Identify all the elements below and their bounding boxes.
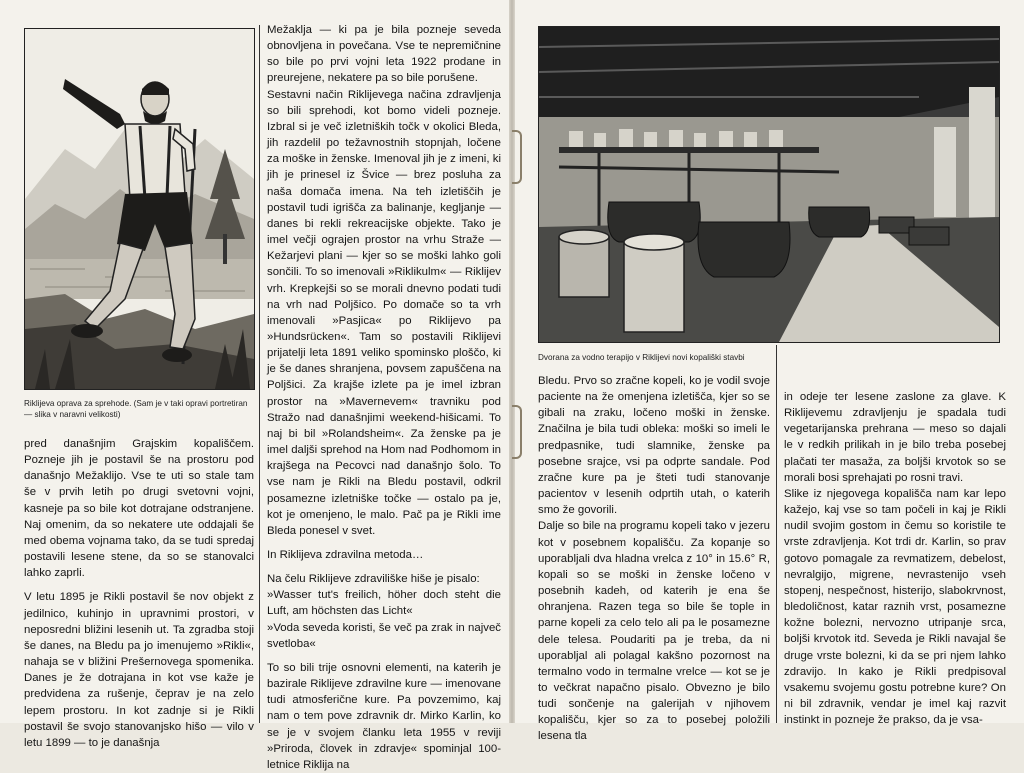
paragraph: Na čelu Riklijeve zdraviliške hiše je pisalo: [267, 573, 480, 586]
quote-slovene: »Voda seveda koristi, še več pa zrak in največ svetloba« [267, 621, 501, 650]
left-photo-caption: Riklijeva oprava za sprehode. (Sam je v taki opravi portretiran — slika v naravni velikosti) [24, 399, 248, 419]
paragraph: Sestavni način Riklijevega načina zdravljenja so bili sprehodi, kot bomo videli pozneje. Izbral si je več izletniških točk v okolici Bleda, jih razdelil po težavnostnih stopnjah, ločene za moške in ženske. Imenoval jih je z imeni, ki jih je prinesel iz Švice — brez posluha za naša domača imena. Na teh izletiščih je postavil tudi igrišča za balinanje, kegljanje — danes bi rekli rekreacijske objekte. Tako je imel večji ograjen prostor na vrhu Straže — Kežarjevi plani — kjer so se moški lahko goli sončili. To so imenovali »Riklikulm« — Riklijev vrh. Krepkejši so se morali dnevno podati tudi na vrh nad Poljšico. Po domače so ta vrh imenovali »Pasjica« po Riklijevo pa »Hundsrücken«. Tam so postavili Riklijevi prijatelji leta 1891 veliko spominsko ploščo, ki je še danes shranjena, povsem zapuščena na Poljšici. Za krajše izlete pa je imel izbran prostor na »Mavernevem« travniku pod Stražo nad današnjimi weekend-hišicami. To naj bi bil »Rolandsheim«. Za ženske pa je imel daljši sprehod na Hom nad Podhomom in krajšega na Pecovci nad današnjo šolo. To vse nam je Rikli na Bledu postavil, odkril posamezne izletniške točke — ostalo pa je, kot je omenjeno, le malo. Pač pa je Rikli ime Bleda ponesel v svet. [267, 88, 501, 537]
paragraph: Bledu. Prvo so zračne kopeli, ko je vodil svoje paciente na že omenjena izletišča, kjer so se gibali na zraku, ločeno moški in ženske. Značilna je bila tudi obleka: moški so imeli le predpasnike, tudi slamnike, ženske pa posebne srajce, vsi pa odprte sandale. Pod zračne kure pa je šteti tudi stanovanje pacientov v lesenih odprtih utah, o katerih smo že govorili. [538, 375, 770, 517]
paragraph: Slike iz njegovega kopališča nam kar lepo kažejo, kaj vse so tam počeli in kaj je Rikli nudil svojim gostom in čemu so koristile te vrste zdravljenja. Kot trdi dr. Karlin, so prav gotovo pomagale za revmatizem, debelost, nevralgijo, migrene, nevrastenijo vseh stopenj, nespečnost, histerijo, slabokrvnost, bledoličnost, katar raznih vrst, posamezne kožne bolezni, nervozno utripanje srca, boljši krvotok itd. Seveda je Rikli navajal še druge vrste bolezni, ki da se pri njem lahko zdravijo. In kako je Rikli predpisoval vsakemu svojemu gostu potrebne kure? On ni bil zdravnik, vendar je imel kaj razvit instinkt in pozneje že prakso, da je vsa- [784, 487, 1006, 727]
section-heading: In Riklijeva zdravilna metoda… [267, 549, 424, 561]
left-column-1 [24, 436, 254, 749]
photo-hydrotherapy-hall [538, 26, 1000, 343]
right-photo-caption: Dvorana za vodno terapijo v Riklijevi novi kopališki stavbi [538, 353, 745, 362]
binder-ring-bottom-icon [512, 405, 522, 459]
paragraph: Dalje so bile na programu kopeli tako v jezeru kot v posebnem kopališču. Za kopanje so uporabljali dva hladna vrelca z 10° in 15.6° R, kopali so se moški in ženske ločeno v posebnih kadeh, od katerih je ena še ohranjena. Razen tega so bile še tople in parne kopeli za celo telo ali pa le posamezne dele telesa. Poudariti pa je treba, da ni uporabljal ali polagal kakšno pozornost na termalno vodo in termalne vrelce — kot se je to večkrat napačno pisalo. Obvezno je bilo tudi sončenje na galerijah v njihovem kopališču, kjer so za to posebej položili lesena tla [538, 520, 770, 743]
quote-german: »Wasser tut's freilich, höher doch steht die Luft, am höchsten das Licht« [267, 589, 501, 618]
paragraph: V letu 1895 je Rikli postavil še nov objekt z jedilnico, kuhinjo in upravnimi prostori, v neposredni bližini lesenih ut. Ta zgradba stoji še danes, na Bledu pa jo imenujemo »Rikli«, nahaja se v bližini Prešernovega spomenika. Danes je že dotrajana in kot vse kaže je predvidena za rušenje, čeprav je na zelo lepem prostoru. In kot zadnje si je Rikli postavil še svojo stanovanjsko hišo — vilo v letu 1899 — to je današnja [24, 591, 254, 749]
book-gutter [509, 0, 515, 723]
photo-rikli-walking-outfit [24, 28, 255, 390]
paragraph: pred današnjim Grajskim kopališčem. Pozneje jih je postavil še na prostoru pod današnjo Mežaklijo. Vse te uti so stale tam še v prvih letih po drugi svetovni vojni, kasneje pa so bile kot dotrajane odstranjene. Naj omenim, da so nekatere ute oddajali še med obema vojnama tako, da se tudi spredaj postavili lesene stene, da so se stanovalci lahko zaprli. [24, 438, 254, 580]
paragraph: Mežaklja — ki pa je bila pozneje seveda obnovljena in povečana. Vse te nepremičnine so bile po prvi vojni leta 1922 prodane in preurejene, nekatere pa so bile porušene. [267, 24, 501, 85]
illustration-hiker [25, 29, 254, 389]
left-column-2 [267, 22, 501, 771]
paragraph: in odeje ter lesene zaslone za glave. K Riklijevemu zdravljenju je spadala tudi vegetarijanska prehrana — meso so dajali le v redkih prilikah in je bilo treba posebej plačati ter masaža, za boljši krvotok so se morali bosi sprehajati po rosni travi. [784, 391, 1006, 484]
illustration-bath-hall [539, 27, 999, 342]
right-column-2 [784, 389, 1006, 727]
column-rule [776, 345, 777, 723]
binder-ring-top-icon [512, 130, 522, 184]
right-column-1 [538, 373, 770, 743]
paragraph: To so bili trije osnovni elementi, na katerih je bazirale Riklijeve zdravilne kure — imenovane tudi atmosferične kure. Pa povzemimo, kaj nam o tem pove zdravnik dr. Mirko Karlin, ko se je v svojem članku leta 1955 v reviji »Priroda, človek in zdravje« spominjal 100-letnice Riklija na [267, 661, 501, 771]
column-rule [259, 25, 260, 723]
